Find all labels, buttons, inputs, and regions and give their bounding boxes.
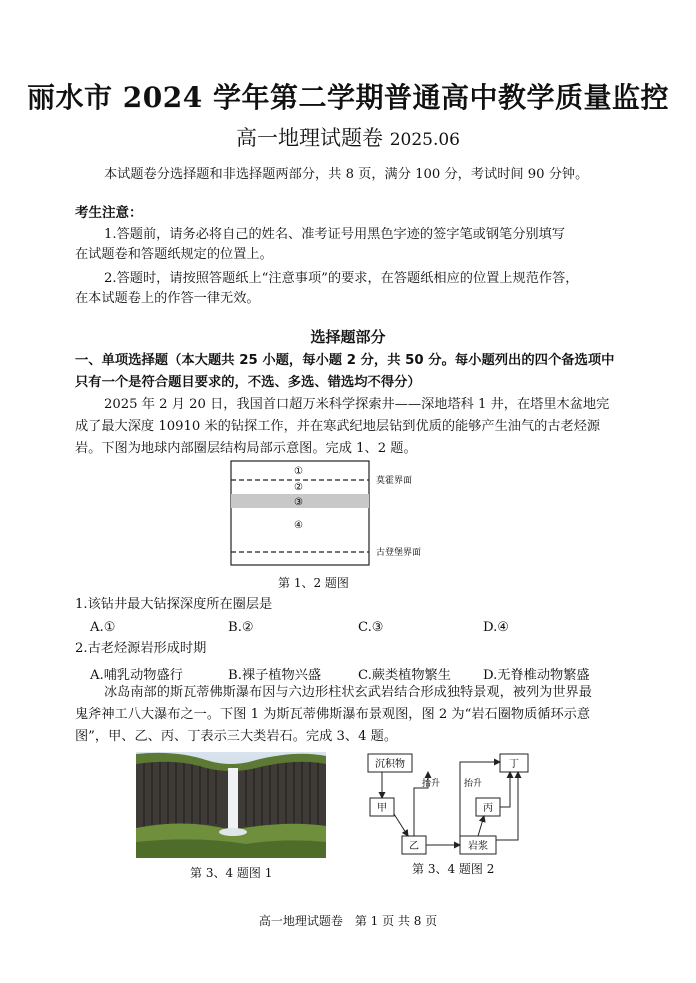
layer-label-3: ③ bbox=[294, 497, 303, 508]
layer-label-4: ④ bbox=[294, 520, 303, 531]
page-title: 丽水市 2024 学年第二学期普通高中教学质量监控 bbox=[27, 81, 669, 114]
notice-item2-line1: 2.答题时，请按照答题纸上“注意事项”的要求，在答题纸相应的位置上规范作答， bbox=[104, 271, 579, 286]
label-jia: 甲 bbox=[377, 803, 387, 814]
part1-heading-line2: 只有一个是符合题目要求的，不选、多选、错选均不得分） bbox=[75, 375, 421, 390]
uplift-label-2: 抬升 bbox=[464, 779, 483, 789]
page-footer: 高一地理试题卷 第 1 页 共 8 页 bbox=[258, 914, 438, 928]
uplift-label-1: 抬升 bbox=[422, 779, 441, 789]
notice-item1-line1: 1.答题前，请务必将自己的姓名、准考证号用黑色字迹的签字笔或钢笔分别填写 bbox=[104, 227, 565, 242]
q2-option-d: D.无脊椎动物繁盛 bbox=[483, 668, 590, 683]
earth-layers-diagram bbox=[230, 460, 470, 570]
layer-label-1: ① bbox=[294, 466, 303, 477]
q2-stem: 2.古老烃源岩形成时期 bbox=[75, 641, 207, 656]
layer-label-2: ② bbox=[294, 482, 303, 493]
notice-item2-line2: 在本试题卷上的作答一律无效。 bbox=[75, 291, 260, 306]
q2-option-c: C.蕨类植物繁生 bbox=[358, 668, 451, 683]
part1-heading-line1: 一、单项选择题（本大题共 25 小题，每小题 2 分，共 50 分。每小题列出的四个备选项中 bbox=[75, 353, 615, 368]
passage2-line3: 图”，甲、乙、丙、丁表示三大类岩石。完成 3、4 题。 bbox=[75, 729, 398, 744]
page-subtitle bbox=[0, 122, 696, 152]
passage2-line1: 冰岛南部的斯瓦蒂佛斯瀑布因与六边形柱状玄武岩结合形成独特景观，被列为世界最 bbox=[104, 685, 592, 700]
notice-item1-line2: 在试题卷和答题纸规定的位置上。 bbox=[75, 247, 273, 262]
q1-option-c: C.③ bbox=[358, 620, 384, 635]
waterfall-photo bbox=[136, 752, 326, 858]
q1-option-d: D.④ bbox=[483, 620, 510, 635]
passage2-line2: 鬼斧神工八大瀑布之一。下图 1 为斯瓦蒂佛斯瀑布景观图，图 2 为“岩石圈物质循环示意 bbox=[75, 707, 591, 722]
label-sediment: 沉积物 bbox=[375, 759, 405, 770]
figure4-caption: 第 3、4 题图 2 bbox=[412, 862, 495, 876]
exam-date: 2025.06 bbox=[389, 130, 460, 150]
q2-option-a: A.哺乳动物盛行 bbox=[90, 668, 183, 683]
q1-option-a: A.① bbox=[90, 620, 116, 635]
rock-cycle-diagram bbox=[360, 748, 540, 858]
figure1-caption: 第 1、2 题图 bbox=[278, 576, 349, 590]
label-ding: 丁 bbox=[509, 759, 519, 770]
intro-text: 本试题卷分选择题和非选择题两部分，共 8 页，满分 100 分，考试时间 90 分钟。 bbox=[104, 167, 589, 182]
q1-stem: 1.该钻井最大钻探深度所在圈层是 bbox=[75, 597, 273, 612]
q2-option-b: B.裸子植物兴盛 bbox=[228, 668, 322, 683]
gutenberg-label: 古登堡界面 bbox=[376, 548, 422, 558]
passage1-line3: 岩。下图为地球内部圈层结构局部示意图。完成 1、2 题。 bbox=[75, 441, 417, 456]
notice-heading: 考生注意： bbox=[75, 205, 143, 221]
label-yi: 乙 bbox=[409, 841, 419, 852]
q1-option-b: B.② bbox=[228, 620, 254, 635]
figure3-caption: 第 3、4 题图 1 bbox=[190, 866, 273, 880]
moho-label: 莫霍界面 bbox=[376, 476, 413, 486]
label-bing: 丙 bbox=[483, 803, 493, 814]
label-magma: 岩浆 bbox=[468, 841, 488, 852]
section-title: 选择题部分 bbox=[310, 328, 386, 346]
passage1-line1: 2025 年 2 月 20 日，我国首口超万米科学探索井——深地塔科 1 井，在塔里木盆地完 bbox=[104, 397, 610, 412]
passage1-line2: 成了最大深度 10910 米的钻探工作，并在寒武纪地层钻到优质的能够产生油气的古老烃源 bbox=[75, 419, 601, 434]
subtitle-text: 高一地理试题卷 bbox=[236, 126, 383, 150]
